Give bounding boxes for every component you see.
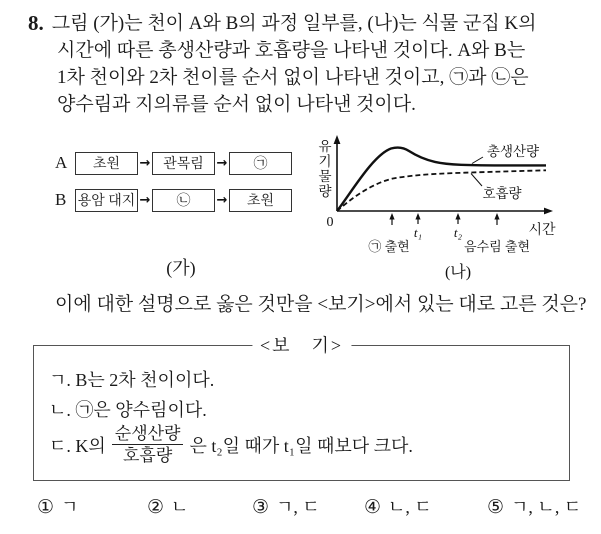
right-arrow-icon: → [139,192,151,208]
figure-na-caption: (나) [444,264,472,281]
pioneer-appearance-label: ㉠ 출현 [368,239,410,254]
bogi-item-d-suffix: 은 t₂일 때가 t₁일 때보다 크다. [189,435,413,456]
row-a-stage-1: 초원 [75,152,138,175]
question-line-1 [28,10,594,37]
question-text: 그림 (가)는 천이 A와 B의 과정 일부를, (나)는 식물 군집 K의 [51,13,537,34]
gross-production-pointer-line [472,157,483,164]
bogi-box [33,335,570,481]
row-b-stage-1: 용암 대지 [75,189,138,212]
question-line-3: 1차 천이와 2차 천이를 순서 없이 나타낸 것이고, ㉠과 ㉡은 [57,67,529,88]
fraction-numerator: 순생산량 [112,423,184,445]
bogi-item-d-prefix: ㄷ. K의 [49,435,106,456]
choice-2-number-icon: ② [147,496,165,518]
figure-ga-caption: (가) [166,258,196,278]
net-production-over-respiration-fraction [112,423,184,466]
x-axis-arrow-icon [544,208,553,215]
origin-label: 0 [326,215,334,230]
bogi-item-n: ㄴ. ㉠은 양수림이다. [49,400,207,420]
bogi-title: <보 기> [252,332,351,358]
choice-4-text: ㄴ, ㄷ [388,497,432,517]
row-a-stage-3: ㉠ [229,152,292,175]
y-axis-label-char: 유 [318,139,332,154]
y-axis-label-char: 기 [318,154,332,169]
right-arrow-icon: → [216,192,228,208]
choice-5-text: ㄱ, ㄴ, ㄷ [511,497,582,517]
right-arrow-icon: → [216,155,228,171]
row-b-label: B [55,190,67,209]
choice-5[interactable] [487,493,581,519]
row-b-stage-2: ㉡ [152,189,215,212]
bogi-item-d [49,423,413,466]
choice-4-number-icon: ④ [364,496,382,518]
t1-label: t₁ [413,225,423,240]
y-axis-label-char: 물 [318,169,332,184]
succession-row-b [55,188,307,212]
row-a-label: A [55,153,68,172]
y-axis-label-char: 량 [318,184,332,199]
y-axis-arrow-icon [334,135,341,144]
question-line-4: 양수림과 지의류를 순서 없이 나타낸 것이다. [57,94,416,115]
row-a-stage-2: 관목림 [152,152,215,175]
question-block [28,10,594,118]
choice-2[interactable] [147,493,188,519]
figure-ga-diagram [55,151,307,280]
choice-4[interactable] [364,493,432,519]
prompt-text: 이에 대한 설명으로 옳은 것만을 <보기>에서 있는 대로 고른 것은? [55,294,587,315]
choice-3-number-icon: ③ [252,496,270,518]
time-mark-arrows [389,213,499,225]
question-number: 8. [28,11,44,35]
respiration-pointer-line [471,174,482,187]
figure-na-graph [315,127,601,285]
bogi-item-g: ㄱ. B는 2차 천이이다. [49,370,215,390]
choice-1-text: ㄱ [61,497,79,517]
choice-1[interactable] [37,493,78,519]
t2-label: t₂ [453,225,463,240]
choice-1-number-icon: ① [37,496,55,518]
x-axis-label: 시간 [528,223,556,238]
question-line-2: 시간에 따른 총생산량과 호흡량을 나타낸 것이다. A와 B는 [57,40,526,61]
fraction-denominator: 호흡량 [122,446,173,465]
choice-5-number-icon: ⑤ [487,496,505,518]
choice-2-text: ㄴ [171,497,189,517]
gross-production-label: 총생산량 [486,144,540,159]
right-arrow-icon: → [139,155,151,171]
row-b-stage-3: 초원 [229,189,292,212]
choice-3-text: ㄱ, ㄷ [276,497,320,517]
succession-row-a [55,151,307,175]
choice-3[interactable] [252,493,320,519]
shade-forest-appearance-label: 음수림 출현 [463,239,531,254]
respiration-label: 호흡량 [482,186,522,201]
